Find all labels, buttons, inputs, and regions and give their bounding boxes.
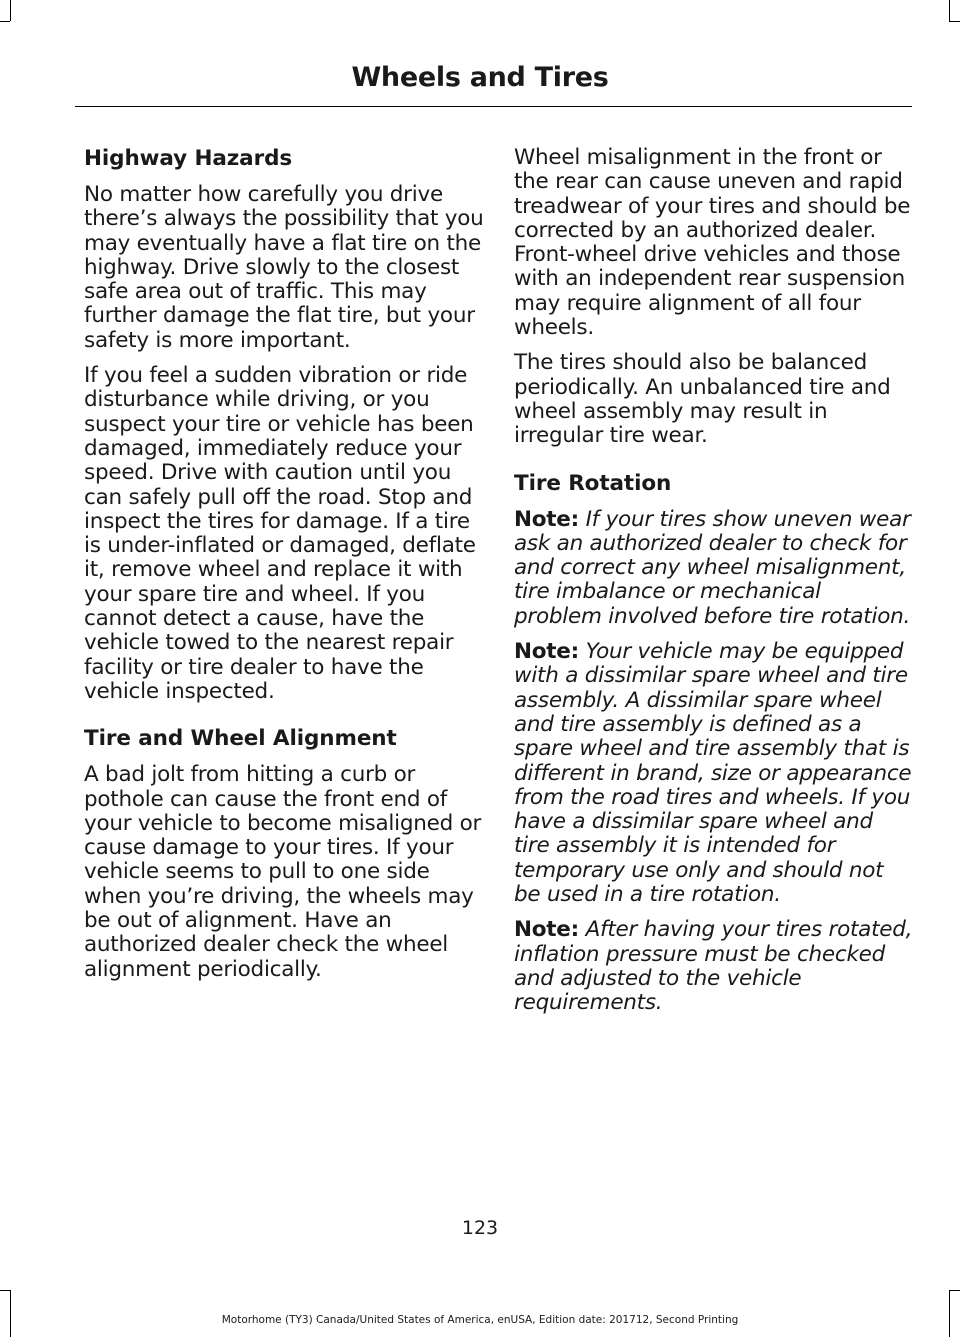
note-text: Your vehicle may be equipped with a dissimilar spare wheel and tire assembly. A dissimilar spare wheel and tire assembly is defined as a spare wheel and tire assembly that is different in brand, size or appearance from the road tires and wheels. If you have a dissimilar spare wheel and tire assembly it is intended for temporary use only and should not be used in a tire rotation. [514,639,912,908]
note-label: Note: [514,917,579,943]
paragraph-alignment-cont-2: The tires should also be balanced periodically. An unbalanced tire and wheel assembly may result in irregular tire wear. [514,350,891,449]
note-text: After having your tires rotated, inflation pressure must be checked and adjusted to the vehicle requirements. [514,917,913,1016]
crop-mark-top-right-h [949,21,960,22]
paragraph-highway-hazards-1: No matter how carefully you drive there’s always the possibility that you may eventually have a flat tire on the highway. Drive slowly to the closest safe area out of traffic. This may further damage the flat tire, but your safety is more important. [84,182,484,353]
heading-highway-hazards: Highway Hazards [84,146,293,171]
note-text: If your tires show uneven wear ask an authorized dealer to check for and correct any wheel misalignment, tire imbalance or mechanical problem involved before tire rotation. [514,506,911,629]
crop-mark-top-left [10,0,11,21]
crop-mark-top-right [949,0,950,21]
right-column [514,146,914,1027]
header-rule [75,106,912,107]
left-column [84,146,484,993]
paragraph-highway-hazards-2: If you feel a sudden vibration or ride disturbance while driving, or you suspect your tire or vehicle has been damaged, immediately reduce your speed. Drive with caution until you can safely pull off the road. Stop and inspect the tires for damage. If a tire is under-inflated or damaged, deflate it, remove wheel and replace it with your spare tire and wheel. If you cannot detect a cause, have the vehicle towed to the nearest repair facility or tire dealer to have the vehicle inspected. [84,363,476,704]
page-number: 123 [461,1217,499,1239]
note-2 [514,640,914,907]
publication-footer: Motorhome (TY3) Canada/United States of America, enUSA, Edition date: 201712, Second Printing [221,1314,739,1326]
crop-mark-bottom-right-h [949,1290,960,1291]
note-1 [514,508,914,629]
heading-tire-rotation: Tire Rotation [514,470,672,496]
note-label: Note: [514,639,579,665]
paragraph-alignment-1: A bad jolt from hitting a curb or pothole can cause the front end of your vehicle to become misaligned or cause damage to your tires. If your vehicle seems to pull to one side when you’re driving, the wheels may be out of alignment. Have an authorized dealer check the wheel alignment periodically. [84,762,482,982]
note-label: Note: [514,506,579,532]
heading-tire-wheel-alignment: Tire and Wheel Alignment [84,726,397,752]
crop-mark-bottom-left-h [0,1290,10,1291]
crop-mark-top-left-h [0,21,10,22]
section-title: Wheels and Tires [351,62,609,93]
paragraph-alignment-cont-1: Wheel misalignment in the front or the rear can cause uneven and rapid treadwear of your tires and should be corrected by an authorized dealer. Front-wheel drive vehicles and those with an independent rear suspension may require alignment of all four wheels. [514,145,911,341]
note-3 [514,918,914,1015]
